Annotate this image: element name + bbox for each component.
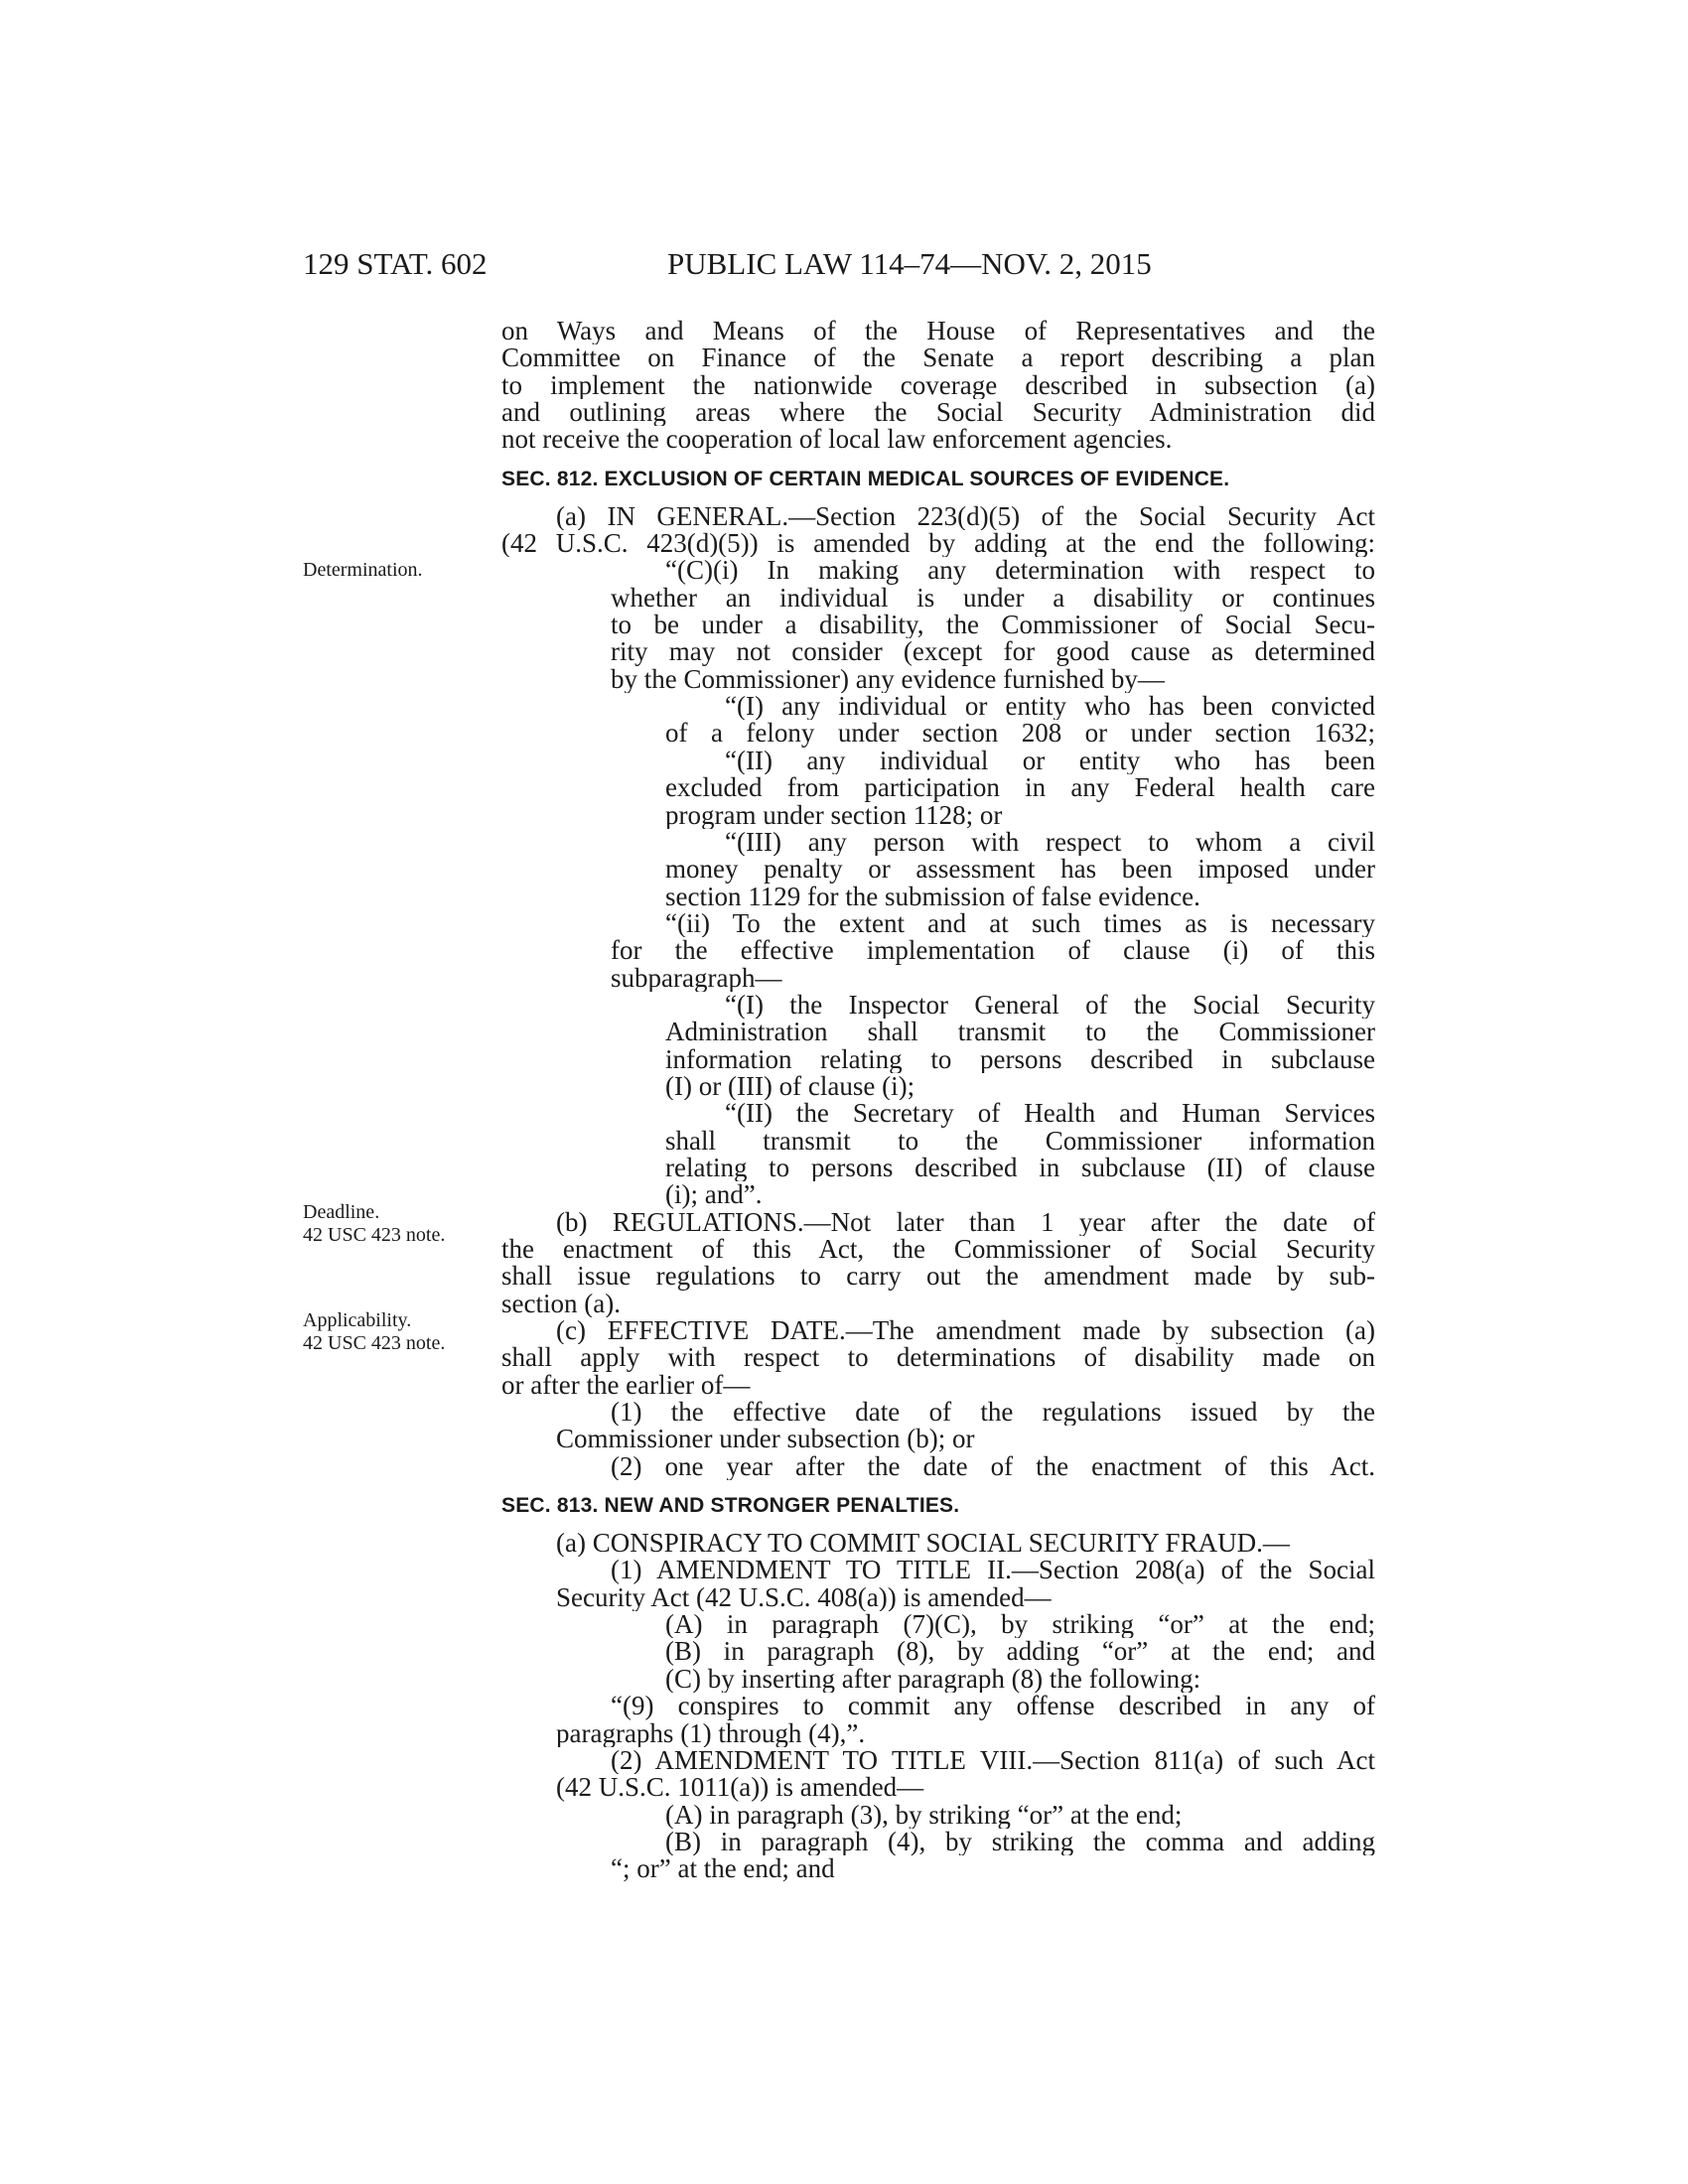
- text-line: “; or” at the end; and: [611, 1855, 835, 1883]
- text-line: to implement the nationwide coverage described in subsection (a): [501, 371, 1375, 400]
- text-line: paragraphs (1) through (4),”.: [556, 1719, 866, 1747]
- text-line: the enactment of this Act, the Commissioner of Social Security: [501, 1236, 1375, 1264]
- text-line: subparagraph—: [611, 964, 782, 992]
- text-line: “(III) any person with respect to whom a civil: [725, 828, 1375, 857]
- text-line: (1) AMENDMENT TO TITLE II.—Section 208(a) of the Social: [611, 1557, 1375, 1584]
- text-line: shall apply with respect to determinations of disability made on: [501, 1344, 1375, 1372]
- section-heading-812: SEC. 812. EXCLUSION OF CERTAIN MEDICAL SOURCES OF EVIDENCE.: [501, 467, 1230, 490]
- text-line: “(I) any individual or entity who has been convicted: [725, 693, 1375, 721]
- text-line: (2) one year after the date of the enactment of this Act.: [611, 1452, 1375, 1481]
- text-line: (C) by inserting after paragraph (8) the following:: [665, 1665, 1201, 1694]
- text-line: on Ways and Means of the House of Representatives and the: [501, 318, 1375, 345]
- text-line: and outlining areas where the Social Security Administration did: [501, 399, 1375, 427]
- text-line: of a felony under section 208 or under section 1632;: [665, 720, 1375, 748]
- text-line: (b) REGULATIONS.—Not later than 1 year after the date of: [556, 1208, 1375, 1236]
- text-line: whether an individual is under a disability or continues: [611, 584, 1375, 613]
- text-line: by the Commissioner) any evidence furnished by—: [611, 665, 1165, 694]
- running-header-title: PUBLIC LAW 114–74—NOV. 2, 2015: [667, 246, 1152, 281]
- text-line: “(C)(i) In making any determination with respect to: [665, 557, 1375, 585]
- text-line: for the effective implementation of clause (i) of this: [611, 937, 1375, 965]
- margin-note-deadline-usc: 42 USC 423 note.: [303, 1224, 446, 1246]
- text-line: rity may not consider (except for good cause as determined: [611, 638, 1375, 666]
- stat-page-reference: 129 STAT. 602: [303, 246, 488, 281]
- margin-note-applicability: Applicability.: [303, 1309, 412, 1331]
- text-line: Commissioner under subsection (b); or: [556, 1426, 975, 1453]
- margin-note-deadline: Deadline.: [303, 1201, 380, 1223]
- section-heading-813: SEC. 813. NEW AND STRONGER PENALTIES.: [501, 1494, 960, 1518]
- text-line: money penalty or assessment has been imposed under: [665, 856, 1375, 884]
- text-line: shall transmit to the Commissioner information: [665, 1127, 1375, 1155]
- text-line: (I) or (III) of clause (i);: [665, 1072, 915, 1101]
- text-line: or after the earlier of—: [501, 1371, 751, 1400]
- text-line: (42 U.S.C. 1011(a)) is amended—: [556, 1774, 924, 1802]
- text-line: “(II) any individual or entity who has been: [725, 747, 1375, 775]
- text-line: Committee on Finance of the Senate a report describing a plan: [501, 344, 1375, 372]
- text-line: (42 U.S.C. 423(d)(5)) is amended by adding at the end the following:: [501, 530, 1375, 558]
- text-line: program under section 1128; or: [665, 801, 1003, 829]
- text-line: (i); and”.: [665, 1181, 763, 1209]
- text-line: information relating to persons described in subclause: [665, 1045, 1375, 1073]
- text-line: (a) CONSPIRACY TO COMMIT SOCIAL SECURITY FRAUD.—: [556, 1530, 1290, 1558]
- text-line: to be under a disability, the Commissioner of Social Secu-: [611, 612, 1375, 639]
- text-line: (2) AMENDMENT TO TITLE VIII.—Section 811(a) of such Act: [611, 1746, 1375, 1775]
- text-line: “(II) the Secretary of Health and Human Services: [725, 1100, 1375, 1128]
- text-line: excluded from participation in any Federal health care: [665, 774, 1375, 802]
- text-line: (a) IN GENERAL.—Section 223(d)(5) of the Social Security Act: [556, 502, 1375, 531]
- text-line: Administration shall transmit to the Commissioner: [665, 1019, 1375, 1046]
- text-line: (1) the effective date of the regulations issued by the: [611, 1399, 1375, 1427]
- text-line: shall issue regulations to carry out the amendment made by sub-: [501, 1263, 1375, 1291]
- text-line: (c) EFFECTIVE DATE.—The amendment made by subsection (a): [556, 1317, 1375, 1345]
- text-line: Security Act (42 U.S.C. 408(a)) is amended—: [556, 1583, 1052, 1612]
- text-line: section 1129 for the submission of false evidence.: [665, 883, 1200, 910]
- text-line: (B) in paragraph (8), by adding “or” at the end; and: [665, 1638, 1375, 1666]
- text-line: “(I) the Inspector General of the Social Security: [725, 991, 1375, 1020]
- text-line: not receive the cooperation of local law enforcement agencies.: [501, 426, 1173, 454]
- margin-note-applicability-usc: 42 USC 423 note.: [303, 1332, 446, 1354]
- text-line: (B) in paragraph (4), by striking the comma and adding: [665, 1828, 1375, 1856]
- margin-note-determination: Determination.: [303, 559, 423, 581]
- text-line: (A) in paragraph (3), by striking “or” at the end;: [665, 1801, 1183, 1829]
- text-line: “(ii) To the extent and at such times as is necessary: [665, 909, 1375, 938]
- text-line: (A) in paragraph (7)(C), by striking “or” at the end;: [665, 1611, 1375, 1639]
- text-line: section (a).: [501, 1290, 621, 1318]
- text-line: “(9) conspires to commit any offense described in any of: [611, 1693, 1375, 1720]
- text-line: relating to persons described in subclause (II) of clause: [665, 1154, 1375, 1182]
- body-text: [501, 318, 1375, 1883]
